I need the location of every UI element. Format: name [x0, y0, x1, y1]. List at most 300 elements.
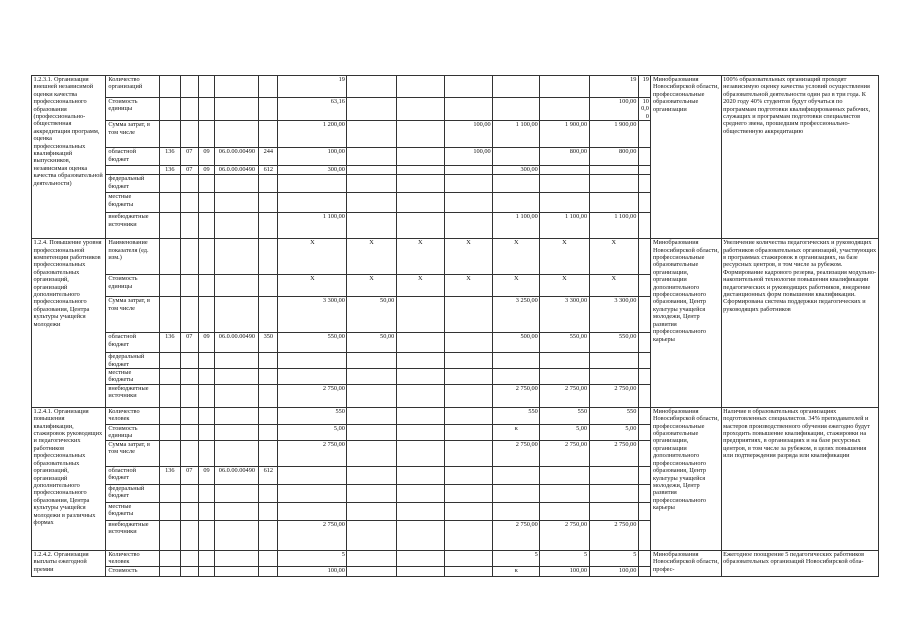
indicator-label-cell: внебюджетные источники: [106, 384, 159, 407]
activity-name-cell: 1.2.3.1. Организация внешней независимой оценки качества профессионального образования (профессионально-общественная аккредитация программ, оценка профессиональных квалификаций выпускников, независимая оценка качества образовательной деятельности): [32, 76, 106, 239]
value-cell: [180, 369, 198, 385]
value-cell: [198, 76, 215, 98]
value-cell: [396, 333, 444, 353]
value-cell: 50,00: [347, 297, 396, 333]
value-cell: [215, 550, 259, 566]
value-cell: [180, 550, 198, 566]
value-cell: [493, 76, 540, 98]
value-cell: [159, 239, 180, 275]
indicator-label-cell: Стоимость: [106, 566, 159, 576]
value-cell: 5: [278, 550, 347, 566]
value-cell: 19: [278, 76, 347, 98]
value-cell: [347, 407, 396, 424]
value-cell: [540, 484, 589, 502]
value-cell: [638, 148, 651, 166]
value-cell: 612: [259, 166, 278, 175]
activity-name-cell: 1.2.4. Повышение уровня профессиональной компетенции работников профессиональных образовательных организаций, организаций дополнительного профессионального образования, Центра культуры учащейся молодежи: [32, 239, 106, 408]
value-cell: [278, 369, 347, 385]
value-cell: [396, 166, 444, 175]
value-cell: [180, 213, 198, 239]
value-cell: 06.0.00.00490: [215, 166, 259, 175]
activity-name-cell: 1.2.4.2. Организация выплаты ежегодной премии: [32, 550, 106, 576]
value-cell: [540, 175, 589, 193]
value-cell: к: [493, 424, 540, 440]
value-cell: [159, 440, 180, 466]
value-cell: 50,00: [347, 333, 396, 353]
value-cell: [589, 166, 638, 175]
value-cell: [396, 424, 444, 440]
value-cell: [215, 369, 259, 385]
value-cell: 5: [589, 550, 638, 566]
value-cell: 100,00: [278, 566, 347, 576]
value-cell: [259, 440, 278, 466]
indicator-label-cell: федеральный бюджет: [106, 175, 159, 193]
value-cell: [215, 424, 259, 440]
activity-name-cell: 1.2.4.1. Организация повышения квалификации, стажировок руководящих и педагогических работников профессиональных образовательных организаций, организаций дополнительного профессионального образования, Центра культуры учащейся молодежи в различных формах: [32, 407, 106, 550]
value-cell: 3 250,00: [493, 297, 540, 333]
value-cell: 2 750,00: [540, 440, 589, 466]
value-cell: [638, 213, 651, 239]
value-cell: [259, 175, 278, 193]
value-cell: X: [493, 275, 540, 297]
value-cell: [159, 175, 180, 193]
expected-result-cell: Наличие в образовательных организациях подготовленных специалистов. 34% преподавателей и мастеров производственного обучения ежегодно будут проходить повышение квалификации, стажировки на предприятиях, в организациях и на базе ресурсных центров, в том числе за рубежом, в целях повышения или подтверждения разряда или квалификации: [721, 407, 878, 550]
value-cell: [198, 121, 215, 148]
value-cell: [198, 297, 215, 333]
value-cell: [215, 502, 259, 520]
value-cell: X: [396, 239, 444, 275]
value-cell: [259, 550, 278, 566]
value-cell: [159, 353, 180, 369]
value-cell: [159, 502, 180, 520]
value-cell: [638, 166, 651, 175]
value-cell: 07: [180, 333, 198, 353]
value-cell: [444, 353, 492, 369]
value-cell: [198, 424, 215, 440]
value-cell: [198, 550, 215, 566]
value-cell: [396, 550, 444, 566]
value-cell: X: [444, 239, 492, 275]
indicator-label-cell: Стоимость единицы: [106, 98, 159, 121]
value-cell: 09: [198, 333, 215, 353]
executor-cell: Минобразования Новосибирской области, профессиональные образовательные организации, организации дополнительного профессионального образования, Центр культуры учащейся молодежи, Центр развития профессионального карьеры: [651, 407, 721, 550]
value-cell: 1 200,00: [278, 121, 347, 148]
value-cell: [444, 333, 492, 353]
value-cell: [180, 175, 198, 193]
value-cell: 06.0.00.00490: [215, 466, 259, 484]
table-row: [32, 76, 879, 98]
value-cell: 5,00: [589, 424, 638, 440]
value-cell: [396, 213, 444, 239]
value-cell: [589, 369, 638, 385]
value-cell: 2 750,00: [540, 384, 589, 407]
value-cell: 136: [159, 166, 180, 175]
value-cell: 07: [180, 466, 198, 484]
value-cell: [180, 407, 198, 424]
value-cell: [540, 502, 589, 520]
value-cell: 2 750,00: [589, 440, 638, 466]
value-cell: [347, 484, 396, 502]
expected-result-cell: Ежегодное поощрение 5 педагогических работников образовательных организаций Новосибирской обла-: [721, 550, 878, 576]
value-cell: [493, 148, 540, 166]
value-cell: X: [278, 275, 347, 297]
value-cell: [259, 121, 278, 148]
value-cell: 100,00: [444, 121, 492, 148]
value-cell: [347, 520, 396, 550]
value-cell: 5: [493, 550, 540, 566]
indicator-label-cell: местные бюджеты: [106, 502, 159, 520]
value-cell: [347, 193, 396, 213]
value-cell: 2 750,00: [278, 384, 347, 407]
value-cell: [589, 193, 638, 213]
value-cell: 100,00: [638, 98, 651, 121]
value-cell: [638, 502, 651, 520]
value-cell: 19: [589, 76, 638, 98]
value-cell: 2 750,00: [278, 440, 347, 466]
executor-cell: Минобразования Новосибирской области, профессиональные образовательные организации: [651, 76, 721, 239]
value-cell: [198, 440, 215, 466]
value-cell: [444, 98, 492, 121]
value-cell: [540, 466, 589, 484]
value-cell: [259, 384, 278, 407]
value-cell: [215, 175, 259, 193]
value-cell: [493, 98, 540, 121]
value-cell: 100,00: [278, 148, 347, 166]
indicator-label-cell: областной бюджет: [106, 333, 159, 353]
value-cell: [159, 550, 180, 566]
value-cell: 100,00: [444, 148, 492, 166]
value-cell: [159, 193, 180, 213]
value-cell: 100,00: [540, 566, 589, 576]
indicator-label-cell: областной бюджет: [106, 466, 159, 484]
value-cell: 19: [638, 76, 651, 98]
indicator-label-cell: Количество человек: [106, 550, 159, 566]
value-cell: [180, 275, 198, 297]
value-cell: [638, 407, 651, 424]
value-cell: [347, 76, 396, 98]
value-cell: [198, 193, 215, 213]
value-cell: X: [347, 239, 396, 275]
value-cell: X: [540, 239, 589, 275]
value-cell: [638, 440, 651, 466]
value-cell: [198, 369, 215, 385]
value-cell: [215, 98, 259, 121]
value-cell: X: [347, 275, 396, 297]
value-cell: 136: [159, 466, 180, 484]
value-cell: [180, 98, 198, 121]
value-cell: X: [540, 275, 589, 297]
value-cell: X: [444, 275, 492, 297]
value-cell: [347, 424, 396, 440]
value-cell: [347, 98, 396, 121]
value-cell: [259, 239, 278, 275]
value-cell: [589, 502, 638, 520]
value-cell: [215, 407, 259, 424]
value-cell: [396, 384, 444, 407]
value-cell: 550: [493, 407, 540, 424]
value-cell: [347, 466, 396, 484]
value-cell: 07: [180, 148, 198, 166]
indicator-label-cell: Сумма затрат, в том числе: [106, 297, 159, 333]
value-cell: [396, 193, 444, 213]
value-cell: [493, 466, 540, 484]
indicator-label-cell: Количество организаций: [106, 76, 159, 98]
value-cell: [259, 502, 278, 520]
value-cell: [444, 166, 492, 175]
executor-cell: Минобразования Новосибирской области, профессиональные образовательные организации, организации дополнительного профессионального образования, Центр культуры учащейся молодежи, Центр развития профессионального карьеры: [651, 239, 721, 408]
value-cell: [180, 384, 198, 407]
value-cell: [347, 175, 396, 193]
value-cell: [444, 566, 492, 576]
value-cell: [259, 213, 278, 239]
value-cell: [396, 369, 444, 385]
value-cell: [159, 297, 180, 333]
value-cell: [159, 484, 180, 502]
value-cell: [493, 175, 540, 193]
value-cell: 2 750,00: [493, 384, 540, 407]
value-cell: [259, 193, 278, 213]
value-cell: [215, 121, 259, 148]
value-cell: [444, 76, 492, 98]
value-cell: 500,00: [493, 333, 540, 353]
indicator-label-cell: Сумма затрат, в том числе: [106, 440, 159, 466]
value-cell: [198, 175, 215, 193]
value-cell: [259, 484, 278, 502]
value-cell: [638, 520, 651, 550]
value-cell: [396, 484, 444, 502]
table-row: [32, 407, 879, 424]
value-cell: [259, 98, 278, 121]
value-cell: [159, 76, 180, 98]
value-cell: 3 300,00: [278, 297, 347, 333]
value-cell: [215, 193, 259, 213]
value-cell: [198, 502, 215, 520]
value-cell: [180, 566, 198, 576]
value-cell: 1 100,00: [278, 213, 347, 239]
indicator-label-cell: Наименование показателя (ед. изм.): [106, 239, 159, 275]
value-cell: [589, 175, 638, 193]
value-cell: [347, 369, 396, 385]
value-cell: [540, 369, 589, 385]
value-cell: [638, 466, 651, 484]
value-cell: [444, 297, 492, 333]
value-cell: [159, 275, 180, 297]
value-cell: [159, 384, 180, 407]
value-cell: [259, 407, 278, 424]
value-cell: [396, 175, 444, 193]
value-cell: [159, 121, 180, 148]
value-cell: [444, 424, 492, 440]
value-cell: [638, 384, 651, 407]
value-cell: [396, 407, 444, 424]
value-cell: [180, 520, 198, 550]
value-cell: к: [493, 566, 540, 576]
indicator-label-cell: внебюджетные источники: [106, 520, 159, 550]
value-cell: [396, 76, 444, 98]
value-cell: 300,00: [278, 166, 347, 175]
value-cell: [278, 193, 347, 213]
value-cell: 09: [198, 148, 215, 166]
value-cell: [444, 550, 492, 566]
value-cell: [396, 520, 444, 550]
value-cell: [347, 566, 396, 576]
value-cell: [589, 353, 638, 369]
value-cell: X: [493, 239, 540, 275]
value-cell: X: [278, 239, 347, 275]
value-cell: 2 750,00: [589, 384, 638, 407]
value-cell: 550: [278, 407, 347, 424]
value-cell: [396, 148, 444, 166]
value-cell: 3 300,00: [540, 297, 589, 333]
value-cell: [278, 353, 347, 369]
value-cell: [347, 213, 396, 239]
value-cell: 2 750,00: [493, 520, 540, 550]
value-cell: [638, 369, 651, 385]
indicator-label-cell: федеральный бюджет: [106, 353, 159, 369]
value-cell: [444, 407, 492, 424]
value-cell: [347, 502, 396, 520]
value-cell: [215, 239, 259, 275]
value-cell: [198, 566, 215, 576]
indicator-label-cell: [106, 166, 159, 175]
value-cell: [493, 369, 540, 385]
value-cell: X: [396, 275, 444, 297]
indicator-label-cell: местные бюджеты: [106, 193, 159, 213]
indicator-label-cell: областной бюджет: [106, 148, 159, 166]
value-cell: [493, 193, 540, 213]
value-cell: [198, 484, 215, 502]
expected-result-cell: 100% образовательных организаций проходят независимую оценку качества условий осуществления образовательной деятельности один раз в три года. К 2020 году 40% студентов будут обучаться по программам подготовки квалифицированных рабочих, служащих и программам подготовки специалистов среднего звена, прошедшим профессионально-общественную аккредитацию: [721, 76, 878, 239]
value-cell: [638, 297, 651, 333]
value-cell: 136: [159, 333, 180, 353]
value-cell: 1 100,00: [493, 121, 540, 148]
value-cell: 2 750,00: [589, 520, 638, 550]
value-cell: 550: [540, 407, 589, 424]
value-cell: [180, 76, 198, 98]
value-cell: [259, 520, 278, 550]
value-cell: [347, 121, 396, 148]
table-row: [32, 239, 879, 275]
value-cell: 2 750,00: [493, 440, 540, 466]
value-cell: 550: [589, 407, 638, 424]
indicator-label-cell: Стоимость единицы: [106, 424, 159, 440]
value-cell: [589, 484, 638, 502]
value-cell: [396, 566, 444, 576]
value-cell: 244: [259, 148, 278, 166]
value-cell: [198, 275, 215, 297]
value-cell: [198, 239, 215, 275]
value-cell: [444, 384, 492, 407]
indicator-label-cell: Количество человек: [106, 407, 159, 424]
indicator-label-cell: местные бюджеты: [106, 369, 159, 385]
value-cell: [180, 353, 198, 369]
value-cell: [396, 121, 444, 148]
value-cell: [638, 193, 651, 213]
value-cell: [278, 502, 347, 520]
value-cell: [540, 353, 589, 369]
value-cell: 07: [180, 166, 198, 175]
value-cell: [198, 407, 215, 424]
value-cell: 300,00: [493, 166, 540, 175]
value-cell: 1 100,00: [540, 213, 589, 239]
value-cell: [396, 466, 444, 484]
value-cell: 1 100,00: [493, 213, 540, 239]
value-cell: [259, 353, 278, 369]
value-cell: [159, 566, 180, 576]
value-cell: [396, 353, 444, 369]
indicator-label-cell: федеральный бюджет: [106, 484, 159, 502]
value-cell: [638, 121, 651, 148]
value-cell: [444, 369, 492, 385]
value-cell: [638, 275, 651, 297]
value-cell: 2 750,00: [540, 520, 589, 550]
value-cell: [215, 297, 259, 333]
value-cell: [540, 76, 589, 98]
value-cell: [159, 424, 180, 440]
value-cell: [444, 484, 492, 502]
program-activities-table: [31, 75, 879, 577]
value-cell: [215, 76, 259, 98]
value-cell: [259, 424, 278, 440]
value-cell: [347, 440, 396, 466]
value-cell: [159, 520, 180, 550]
value-cell: [493, 353, 540, 369]
value-cell: [198, 353, 215, 369]
value-cell: [259, 369, 278, 385]
value-cell: [638, 550, 651, 566]
value-cell: 800,00: [589, 148, 638, 166]
value-cell: 612: [259, 466, 278, 484]
value-cell: 09: [198, 166, 215, 175]
value-cell: [159, 407, 180, 424]
value-cell: [347, 166, 396, 175]
value-cell: [259, 275, 278, 297]
value-cell: [198, 98, 215, 121]
value-cell: [493, 502, 540, 520]
value-cell: [259, 76, 278, 98]
value-cell: [180, 121, 198, 148]
value-cell: 1 100,00: [589, 213, 638, 239]
document-table-sheet: [31, 75, 879, 577]
value-cell: 06.0.00.00490: [215, 333, 259, 353]
value-cell: [589, 466, 638, 484]
value-cell: [215, 566, 259, 576]
value-cell: 5,00: [540, 424, 589, 440]
indicator-label-cell: Стоимость единицы: [106, 275, 159, 297]
value-cell: [278, 175, 347, 193]
value-cell: [444, 213, 492, 239]
value-cell: [259, 566, 278, 576]
value-cell: [347, 148, 396, 166]
table-row: [32, 550, 879, 566]
value-cell: 550,00: [278, 333, 347, 353]
value-cell: 06.0.00.00490: [215, 148, 259, 166]
value-cell: 100,00: [589, 98, 638, 121]
value-cell: [278, 484, 347, 502]
value-cell: 3 300,00: [589, 297, 638, 333]
value-cell: [638, 239, 651, 275]
value-cell: [215, 484, 259, 502]
value-cell: 5,00: [278, 424, 347, 440]
value-cell: [444, 520, 492, 550]
value-cell: [180, 440, 198, 466]
value-cell: [215, 275, 259, 297]
value-cell: [540, 98, 589, 121]
value-cell: [159, 369, 180, 385]
value-cell: [638, 353, 651, 369]
value-cell: 63,16: [278, 98, 347, 121]
value-cell: [638, 333, 651, 353]
